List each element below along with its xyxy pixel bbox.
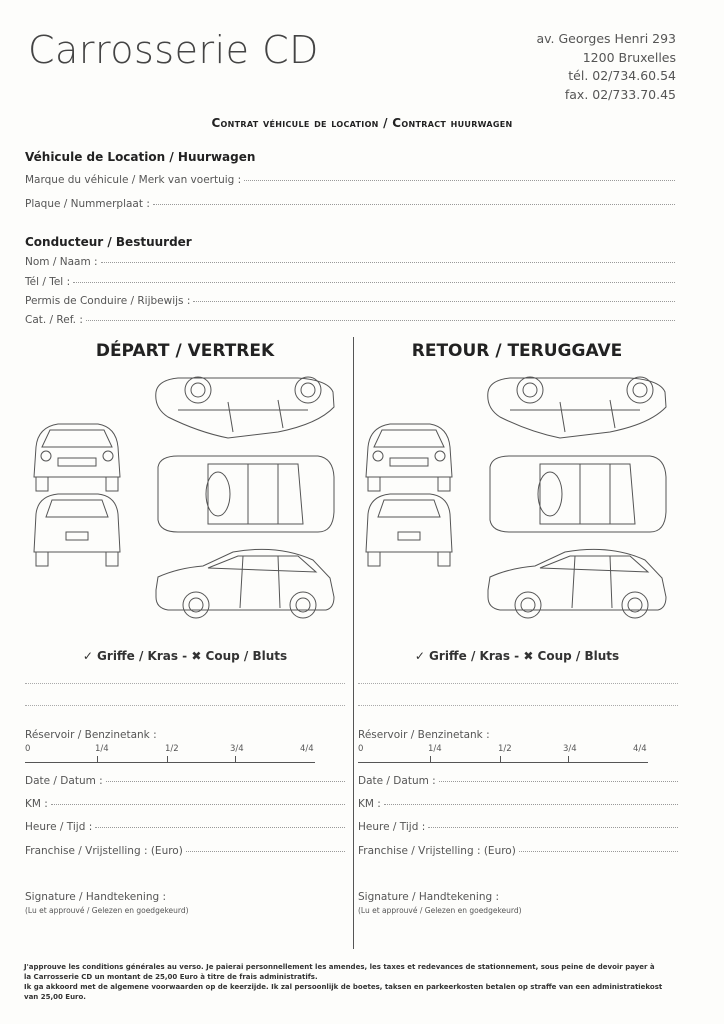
km-label: KM :: [25, 798, 48, 810]
driver-license-field[interactable]: [25, 295, 675, 307]
gauge-label-4-4: 4/4: [633, 744, 647, 754]
column-divider: [353, 337, 354, 949]
car-rear-icon: [34, 494, 120, 566]
departure-remarks-line-2[interactable]: [25, 705, 345, 706]
company-address: [536, 30, 676, 104]
departure-km-field[interactable]: [25, 798, 345, 810]
gauge-label-0: 0: [25, 744, 31, 754]
time-label: Heure / Tijd :: [25, 821, 93, 833]
date-label: Date / Datum :: [358, 775, 436, 787]
return-signature-label: Signature / Handtekening :: [358, 891, 500, 903]
car-side-top-icon: [156, 377, 334, 438]
return-date-field[interactable]: [358, 775, 678, 787]
departure-remarks-line-1[interactable]: [25, 683, 345, 684]
departure-signature-label: Signature / Handtekening :: [25, 891, 167, 903]
vehicle-plate-field[interactable]: [25, 198, 675, 210]
car-outline-icon: [360, 372, 670, 632]
address-street: av. Georges Henri 293: [536, 31, 676, 46]
franchise-label: Franchise / Vrijstelling : (Euro): [25, 845, 183, 857]
driver-tel-label: Tél / Tel :: [25, 276, 71, 288]
legend-scratch: ✓ Griffe / Kras -: [82, 649, 188, 663]
return-heading: RETOUR / TERUGGAVE: [411, 341, 623, 361]
vehicle-make-field[interactable]: [25, 174, 675, 186]
legend-dent: ✖ Coup / Bluts: [523, 649, 620, 663]
return-fuel-gauge[interactable]: [358, 744, 648, 774]
vehicle-make-label: Marque du véhicule / Merk van voertuig :: [25, 174, 242, 186]
car-front-icon: [34, 424, 120, 491]
return-franchise-field[interactable]: [358, 845, 678, 857]
date-label: Date / Datum :: [25, 775, 103, 787]
address-phone: tél. 02/734.60.54: [568, 68, 676, 83]
document-title: Contrat véhicule de location / Contract huurwagen: [211, 116, 513, 130]
car-side-bottom-icon: [156, 549, 334, 618]
vehicle-heading: Véhicule de Location / Huurwagen: [25, 150, 256, 164]
car-top-icon: [158, 456, 334, 532]
departure-signature-sub: (Lu et approuvé / Gelezen en goedgekeurd): [25, 906, 189, 915]
legend-scratch: ✓ Griffe / Kras -: [414, 649, 520, 663]
departure-time-field[interactable]: [25, 821, 345, 833]
footer-terms-fr: J'approuve les conditions générales au verso. Je paierai personnellement les amendes, les taxes et redevances de stationnement, sous peine de devoir payer à la Carrosserie CD un montant de 25,00 Euro à titre de frais administratifs.: [24, 963, 655, 981]
footer-terms-nl: Ik ga akkoord met de algemene voorwaarden op de keerzijde. Ik zal persoonlijk de boetes, taksen en parkeerkosten betalen op straffe van een administratiekost van 25,00 Euro.: [24, 983, 663, 1001]
legend-dent: ✖ Coup / Bluts: [191, 649, 288, 663]
return-remarks-line-1[interactable]: [358, 683, 678, 684]
km-label: KM :: [358, 798, 381, 810]
return-tank-label: Réservoir / Benzinetank :: [358, 729, 490, 741]
departure-legend: [30, 649, 340, 663]
address-fax: fax. 02/733.70.45: [564, 86, 676, 102]
franchise-label: Franchise / Vrijstelling : (Euro): [358, 845, 516, 857]
return-time-field[interactable]: [358, 821, 678, 833]
driver-cat-label: Cat. / Ref. :: [25, 314, 83, 326]
gauge-label-3-4: 3/4: [563, 744, 577, 754]
departure-date-field[interactable]: [25, 775, 345, 787]
car-side-top-icon: [488, 377, 666, 438]
gauge-label-0: 0: [358, 744, 364, 754]
driver-name-field[interactable]: [25, 256, 675, 268]
departure-tank-label: Réservoir / Benzinetank :: [25, 729, 157, 741]
gauge-label-1-4: 1/4: [95, 744, 109, 754]
car-side-bottom-icon: [488, 549, 666, 618]
return-car-diagram[interactable]: [360, 372, 670, 632]
driver-license-label: Permis de Conduire / Rijbewijs :: [25, 295, 191, 307]
driver-name-label: Nom / Naam :: [25, 256, 98, 268]
driver-tel-field[interactable]: [25, 276, 675, 288]
gauge-label-1-4: 1/4: [428, 744, 442, 754]
gauge-label-1-2: 1/2: [165, 744, 179, 754]
gauge-label-4-4: 4/4: [300, 744, 314, 754]
gauge-label-1-2: 1/2: [498, 744, 512, 754]
car-front-icon: [366, 424, 452, 491]
car-top-icon: [490, 456, 666, 532]
return-signature-sub: (Lu et approuvé / Gelezen en goedgekeurd): [358, 906, 522, 915]
departure-car-diagram[interactable]: [28, 372, 338, 632]
vehicle-plate-label: Plaque / Nummerplaat :: [25, 198, 150, 210]
driver-cat-field[interactable]: [25, 314, 675, 326]
company-logo: Carrosserie CD: [28, 28, 319, 72]
time-label: Heure / Tijd :: [358, 821, 426, 833]
address-city: 1200 Bruxelles: [582, 49, 676, 65]
departure-heading: DÉPART / VERTREK: [95, 341, 275, 361]
departure-fuel-gauge[interactable]: [25, 744, 315, 774]
return-legend: [362, 649, 672, 663]
gauge-label-3-4: 3/4: [230, 744, 244, 754]
return-km-field[interactable]: [358, 798, 678, 810]
driver-heading: Conducteur / Bestuurder: [25, 235, 192, 249]
car-rear-icon: [366, 494, 452, 566]
return-remarks-line-2[interactable]: [358, 705, 678, 706]
departure-franchise-field[interactable]: [25, 845, 345, 857]
car-outline-icon: [28, 372, 338, 632]
